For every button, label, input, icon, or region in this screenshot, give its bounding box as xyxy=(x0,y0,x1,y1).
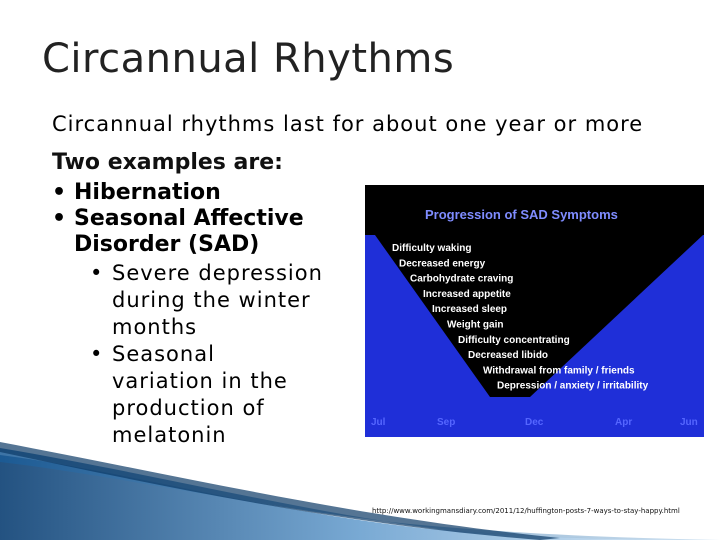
bullet-item-hibernation xyxy=(52,180,304,206)
month-label: Dec xyxy=(525,417,544,428)
symptom-label: Withdrawal from family / friends xyxy=(483,365,635,377)
slide-subtitle: Circannual rhythms last for about one year or more xyxy=(52,112,644,136)
month-label: Jul xyxy=(371,417,386,428)
symptom-label: Weight gain xyxy=(447,319,504,331)
month-label: Jun xyxy=(680,417,698,428)
slide-title: Circannual Rhythms xyxy=(42,36,455,82)
decorative-ribbon xyxy=(0,440,720,540)
symptom-label: Decreased libido xyxy=(468,350,549,362)
figure-title: Progression of SAD Symptoms xyxy=(425,207,618,222)
sub-bullet-item: • Seasonal variation in the production of melatonin xyxy=(84,341,324,449)
symptom-label: Carbohydrate craving xyxy=(410,273,514,285)
sad-progression-figure xyxy=(365,185,704,437)
sub-bullet-item: • Severe depression during the winter months xyxy=(84,260,324,341)
lead-text: Two examples are: xyxy=(52,150,283,175)
symptom-label: Decreased energy xyxy=(399,258,486,270)
bullet-list xyxy=(52,180,323,449)
sub-bullet-list xyxy=(84,260,324,449)
bullet-item-sad xyxy=(52,206,323,449)
symptom-label: Difficulty waking xyxy=(392,243,472,254)
bullet-label: Hibernation xyxy=(74,180,221,205)
symptom-label: Increased sleep xyxy=(432,304,508,316)
month-label: Apr xyxy=(615,417,633,428)
month-label: Sep xyxy=(437,417,456,428)
symptom-label: Difficulty concentrating xyxy=(458,334,570,346)
source-url[interactable]: http://www.workingmansdiary.com/2011/12/huffington-posts-7-ways-to-stay-happy.html xyxy=(372,507,680,515)
bullet-label: Seasonal Affective Disorder (SAD) xyxy=(74,206,304,257)
symptom-label: Depression / anxiety / irritability xyxy=(497,380,649,392)
symptom-label: Increased appetite xyxy=(423,288,511,300)
